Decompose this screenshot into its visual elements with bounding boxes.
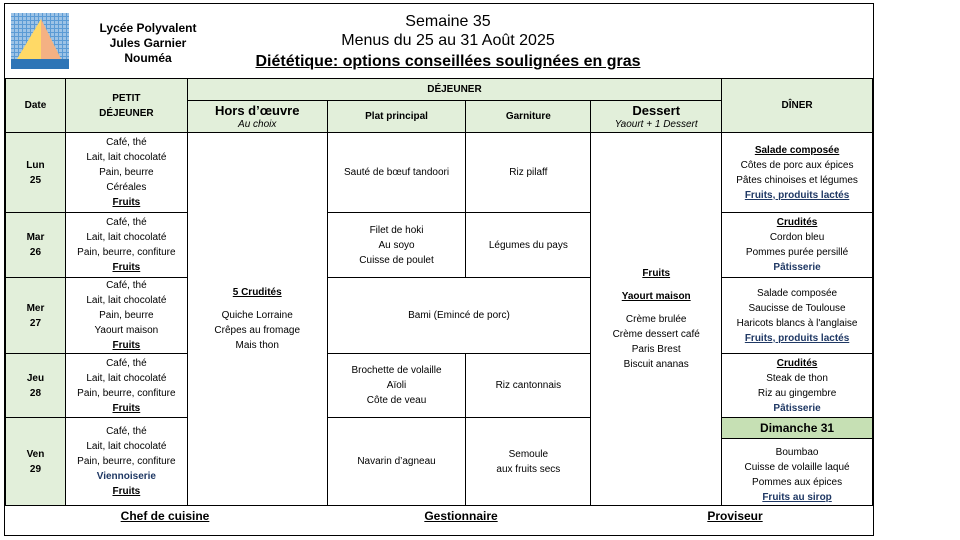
menu-item: Café, thé: [106, 137, 147, 148]
menu-item-recommended: Fruits: [112, 262, 141, 273]
school-name: [73, 21, 223, 66]
menu-item: Pain, beurre, confiture: [77, 387, 176, 399]
menu-item: Lait, lait chocolaté: [86, 232, 167, 243]
side-fri: [466, 418, 591, 506]
menu-item-recommended: Fruits, produits lactés: [744, 189, 850, 201]
dinner-fri: [722, 418, 873, 506]
menu-item-recommended: Fruits: [112, 197, 141, 208]
lunch-header: DÉJEUNER: [187, 79, 721, 101]
menu-item-recommended: 5 Crudités: [232, 287, 282, 298]
breakfast-tue: [65, 213, 187, 278]
main-tue: [327, 213, 466, 278]
menu-item: Cuisse de poulet: [359, 254, 434, 266]
main-thu: [327, 354, 466, 418]
menu-item-recommended: Yaourt maison: [621, 291, 691, 302]
day-cell-wed: [6, 278, 66, 354]
school-line: Jules Garnier: [109, 36, 187, 50]
dinner-tue: [722, 213, 873, 278]
menu-sheet: [4, 3, 874, 536]
date-header: Date: [6, 79, 66, 133]
spacer: [591, 304, 721, 312]
dietetic-note: Diététique: options conseillées soulignées en gras: [255, 53, 641, 70]
day-cell-tue: [6, 213, 66, 278]
school-line: Nouméa: [124, 51, 172, 65]
main-header: Plat principal: [327, 101, 466, 133]
breakfast-thu: [65, 354, 187, 418]
menu-item: Haricots blancs à l'anglaise: [736, 317, 858, 329]
signature-manager: Gestionnaire: [424, 509, 498, 523]
menu-item: Yaourt maison: [94, 325, 159, 336]
sunday-menu: [722, 439, 872, 505]
breakfast-fri: [65, 418, 187, 506]
menu-item: Steak de thon: [766, 372, 828, 384]
menu-item: Côte de veau: [366, 395, 427, 406]
dinner-thu: [722, 354, 873, 418]
menu-item: Pommes purée persillé: [745, 247, 849, 258]
day-name: Lun: [26, 159, 45, 171]
dessert-header-note: Yaourt + 1 Dessert: [614, 118, 698, 130]
menu-item: Pain, beurre: [99, 310, 154, 321]
menu-table: [5, 78, 873, 506]
signature-chef: Chef de cuisine: [120, 509, 210, 523]
menu-item: Pain, beurre: [99, 167, 154, 178]
week-number: Semaine 35: [405, 13, 491, 30]
menu-item-recommended: Fruits: [112, 402, 141, 414]
header: [5, 4, 873, 78]
breakfast-header-line: DÉJEUNER: [99, 107, 154, 119]
spacer: [188, 300, 327, 308]
side-tue: [466, 213, 591, 278]
menu-item: Bami (Emincé de porc): [408, 310, 510, 321]
menu-item: Brochette de volaille: [351, 365, 442, 376]
menu-item: Lait, lait chocolaté: [86, 441, 167, 452]
day-cell-thu: [6, 354, 66, 418]
menu-item: Aïoli: [386, 380, 407, 391]
menu-item: Riz pilaff: [509, 167, 548, 178]
menu-item: Cordon bleu: [769, 232, 825, 243]
day-number: 27: [29, 317, 42, 329]
day-number: 26: [29, 247, 42, 258]
menu-item-recommended: Fruits, produits lactés: [744, 332, 850, 344]
starter-header-label: Hors d’œuvre: [214, 102, 300, 118]
day-name: Ven: [26, 448, 45, 460]
menu-item-recommended: Crudités: [776, 357, 818, 369]
side-header: Garniture: [466, 101, 591, 133]
menu-item: Salade composée: [757, 287, 838, 299]
menu-item: Sauté de bœuf tandoori: [343, 167, 450, 178]
signatures: [5, 505, 873, 535]
menu-item: Cuisse de volaille laqué: [744, 462, 850, 473]
day-name: Mar: [26, 232, 45, 243]
menu-item: Café, thé: [106, 357, 147, 369]
day-cell-fri: [6, 418, 66, 506]
menu-item: Céréales: [106, 182, 147, 193]
menu-item-recommended: Fruits: [112, 340, 141, 351]
day-name: Jeu: [26, 372, 45, 384]
menu-item: Boumbao: [775, 447, 819, 458]
starter-header: [187, 101, 327, 133]
signature-principal: Proviseur: [707, 509, 763, 523]
sunday-label: Dimanche 31: [722, 418, 872, 439]
main-wed: [327, 278, 591, 354]
menu-item: Pain, beurre, confiture: [77, 247, 176, 258]
breakfast-wed: [65, 278, 187, 354]
menu-item: Filet de hoki: [369, 224, 424, 236]
menu-item: Paris Brest: [631, 344, 681, 355]
week-title: [223, 12, 673, 50]
menu-item-recommended: Crudités: [776, 217, 818, 228]
day-number: 25: [29, 174, 42, 186]
menu-item-recommended: Pâtisserie: [773, 262, 821, 273]
menu-item: Riz au gingembre: [757, 387, 837, 399]
menu-item: Lait, lait chocolaté: [86, 372, 167, 384]
menu-item: Semoule: [508, 448, 549, 460]
school-line: Lycée Polyvalent: [99, 21, 197, 35]
menu-item-recommended: Salade composée: [754, 144, 840, 156]
menu-item: Au soyo: [378, 239, 415, 251]
side-thu: [466, 354, 591, 418]
starter-header-note: Au choix: [238, 118, 277, 130]
menu-item: Navarin d’agneau: [357, 456, 436, 467]
breakfast-header: [65, 79, 187, 133]
desserts-cell: [591, 133, 722, 506]
menu-dates: Menus du 25 au 31 Août 2025: [341, 32, 555, 49]
menu-item: Légumes du pays: [488, 239, 568, 251]
menu-item: Riz cantonnais: [495, 380, 562, 391]
menu-item: Crème brulée: [625, 314, 687, 325]
menu-item: Pain, beurre, confiture: [77, 456, 176, 467]
menu-item: Mais thon: [235, 340, 279, 351]
menu-item: aux fruits secs: [496, 463, 561, 475]
menu-item-recommended: Fruits: [642, 268, 671, 279]
menu-item: Lait, lait chocolaté: [86, 295, 167, 306]
day-number: 28: [29, 387, 42, 399]
school-logo-icon: [11, 13, 69, 69]
dessert-header: [591, 101, 722, 133]
spacer: [591, 281, 721, 289]
menu-item: Saucisse de Toulouse: [748, 302, 846, 314]
dessert-header-label: Dessert: [632, 102, 681, 118]
dinner-wed: [722, 278, 873, 354]
menu-item: Pâtes chinoises et légumes: [736, 174, 858, 186]
day-name: Mer: [26, 302, 45, 314]
side-mon: [466, 133, 591, 213]
menu-item: Quiche Lorraine: [221, 310, 293, 321]
menu-item: Crème dessert café: [612, 329, 700, 340]
starters-cell: [187, 133, 327, 506]
menu-item: Café, thé: [106, 217, 147, 228]
breakfast-header-line: PETIT: [112, 92, 141, 104]
menu-item: Lait, lait chocolaté: [86, 152, 167, 163]
main-fri: [327, 418, 466, 506]
menu-item-recommended: Pâtisserie: [773, 402, 821, 414]
dinner-mon: [722, 133, 873, 213]
menu-item-recommended: Fruits: [112, 486, 141, 497]
dinner-header: DÎNER: [722, 79, 873, 133]
menu-item-recommended: Fruits au sirop: [762, 492, 832, 503]
day-cell-mon: [6, 133, 66, 213]
menu-item: Pommes aux épices: [752, 477, 843, 488]
menu-item: Café, thé: [106, 426, 147, 437]
menu-item: Crêpes au fromage: [214, 325, 301, 336]
breakfast-mon: [65, 133, 187, 213]
menu-item: Viennoiserie: [96, 471, 156, 482]
menu-item: Biscuit ananas: [623, 359, 689, 370]
main-mon: [327, 133, 466, 213]
menu-item: Côtes de porc aux épices: [740, 159, 854, 171]
day-number: 29: [29, 463, 42, 475]
menu-item: Café, thé: [106, 280, 147, 291]
